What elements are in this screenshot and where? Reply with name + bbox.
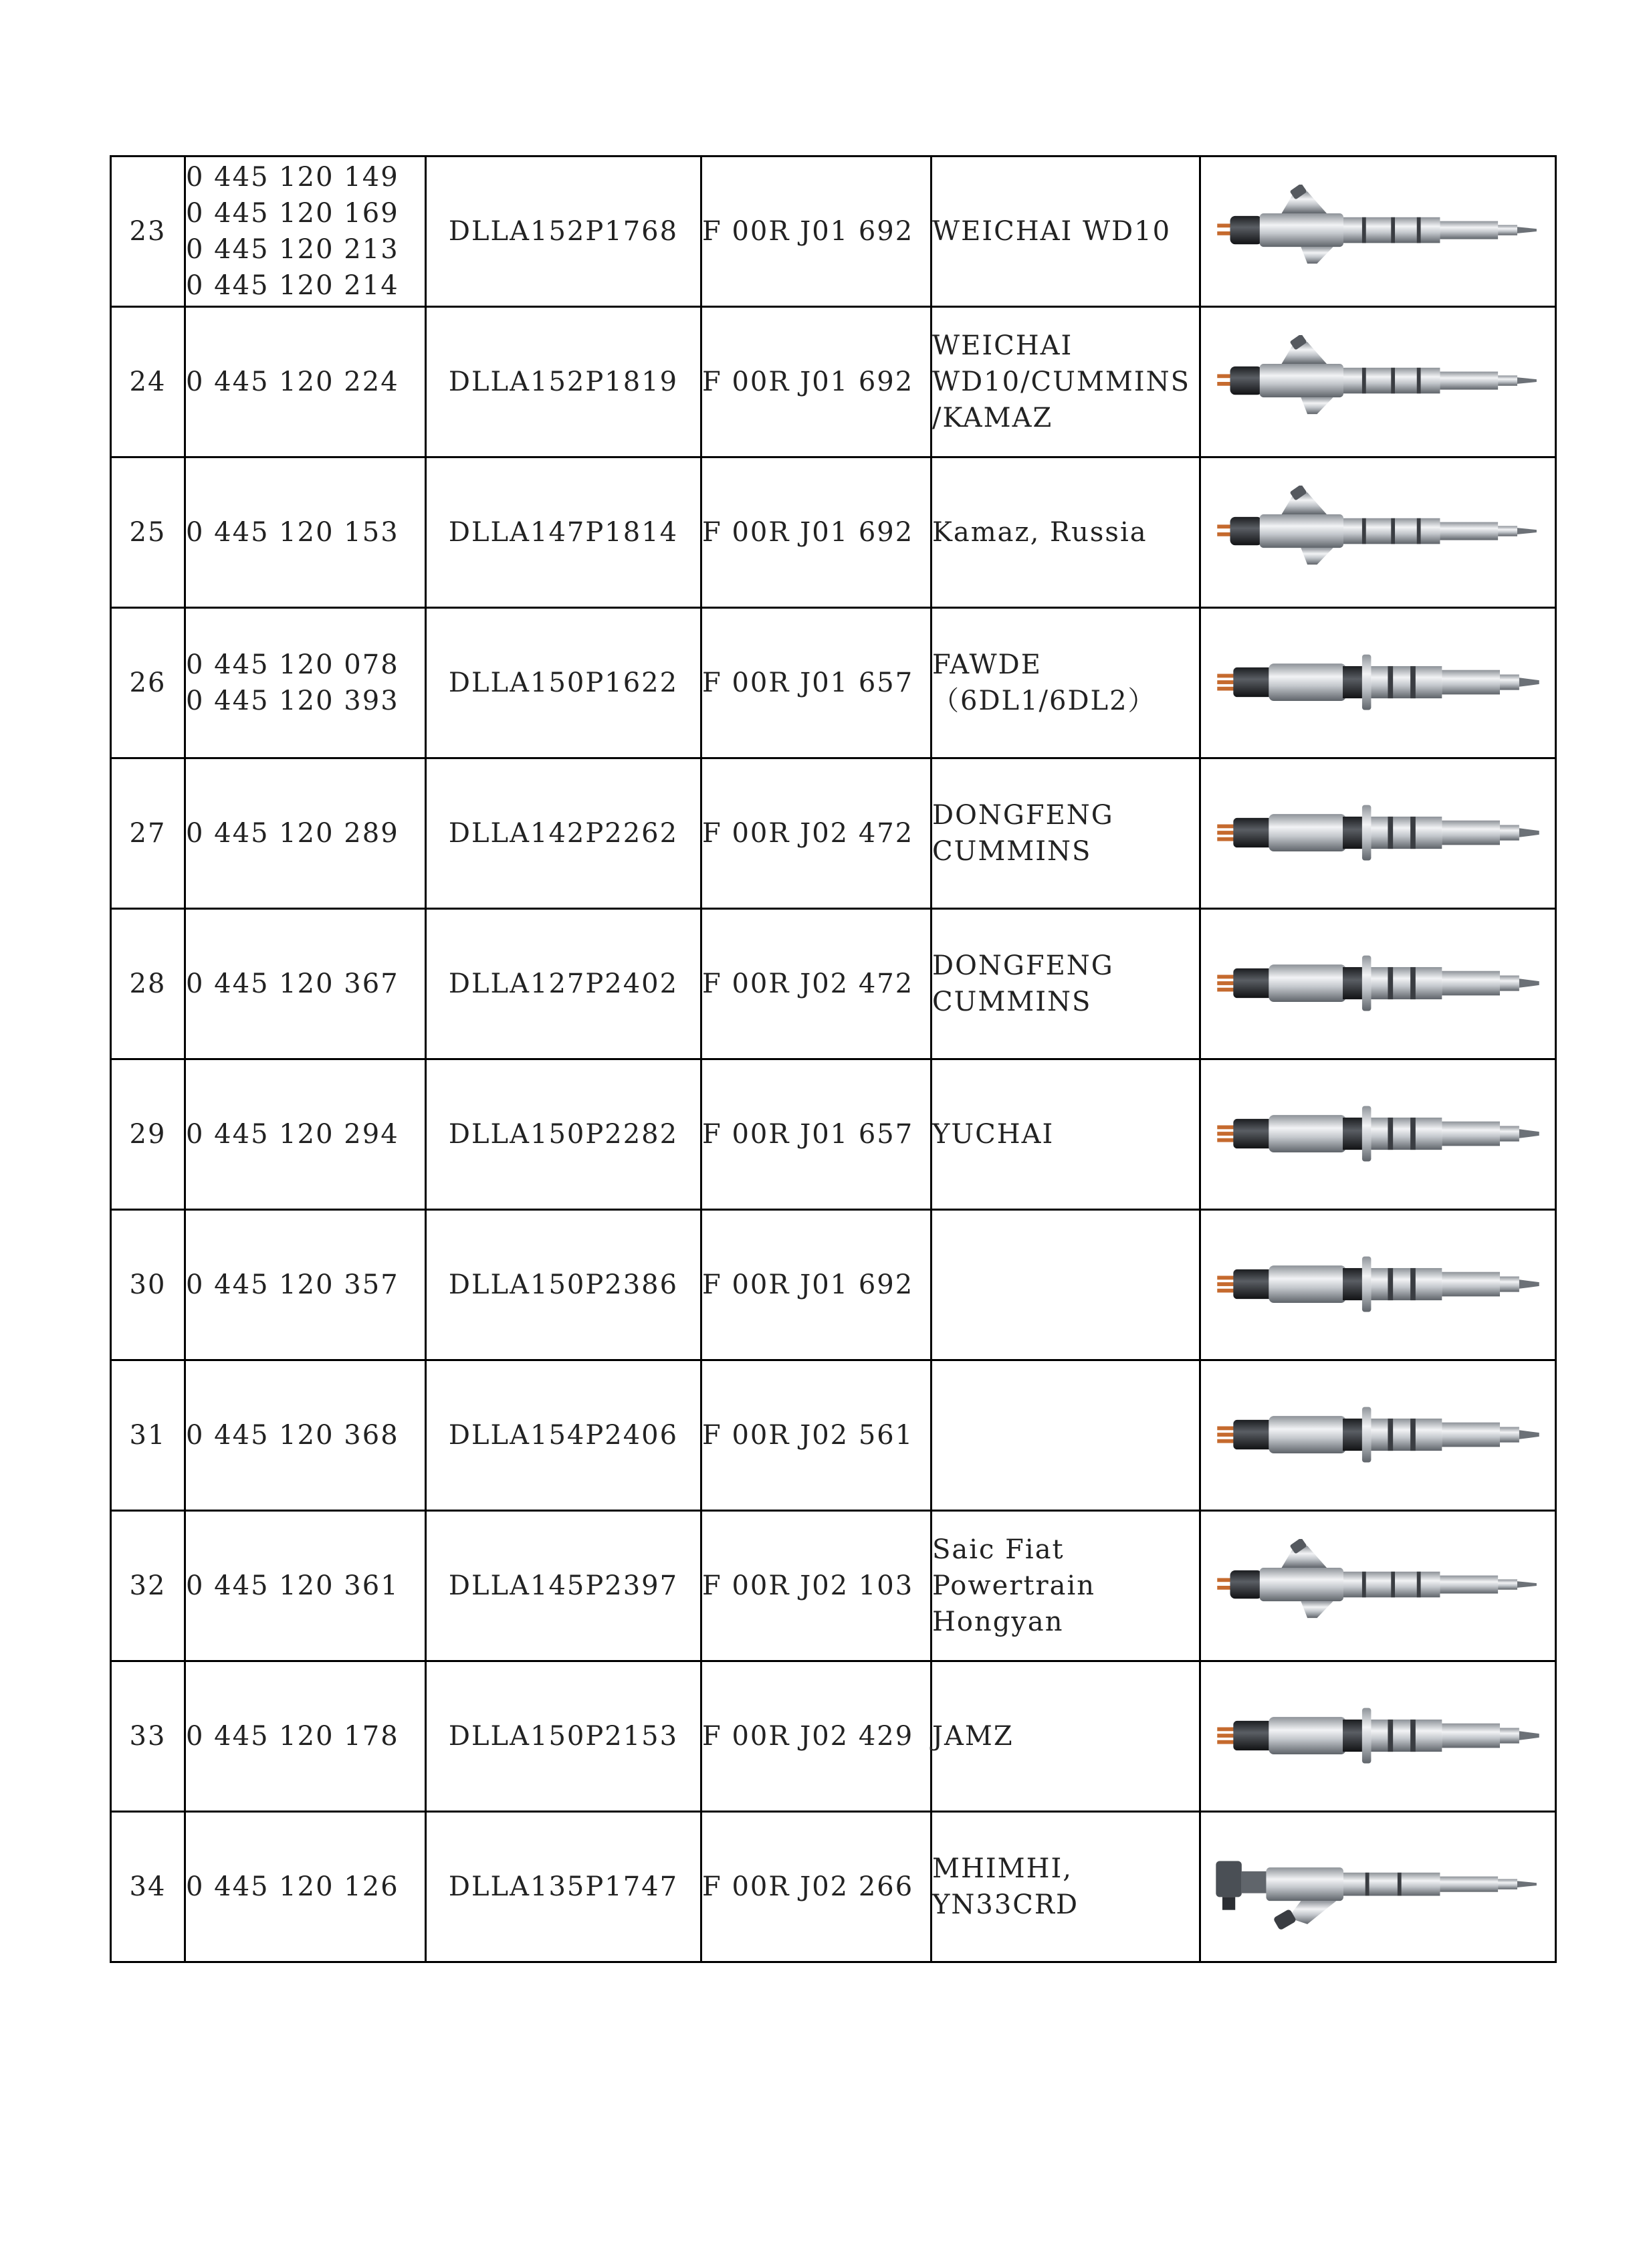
application-cell xyxy=(932,157,1200,307)
bosch-number-cell xyxy=(185,1059,426,1210)
valve-number: F 00R J01 692 xyxy=(701,307,932,457)
injector-straight-icon xyxy=(1204,1088,1552,1181)
bosch-number: 0 445 120 289 xyxy=(186,818,399,849)
valve-number: F 00R J01 692 xyxy=(701,157,932,307)
row-number: 31 xyxy=(111,1360,185,1511)
nozzle-number: DLLA152P1768 xyxy=(426,157,701,307)
injector-straight-icon xyxy=(1204,787,1552,880)
bosch-number: 0 445 120 169 xyxy=(186,198,399,229)
table-row xyxy=(111,457,1556,608)
table-row xyxy=(111,1059,1556,1210)
application-line: WEICHAI xyxy=(932,330,1073,361)
application-line: （6DL1/6DL2） xyxy=(932,686,1156,716)
bosch-number: 0 445 120 224 xyxy=(186,367,399,397)
application-cell xyxy=(932,457,1200,608)
row-number: 34 xyxy=(111,1812,185,1962)
bosch-number-cell xyxy=(185,157,426,307)
valve-number: F 00R J01 692 xyxy=(701,457,932,608)
bosch-number: 0 445 120 126 xyxy=(186,1871,399,1902)
bosch-number: 0 445 120 213 xyxy=(186,234,399,265)
application-line: DONGFENG xyxy=(932,950,1114,981)
product-image-cell xyxy=(1200,1812,1556,1962)
valve-number: F 00R J02 561 xyxy=(701,1360,932,1511)
product-image-cell xyxy=(1200,1661,1556,1812)
valve-number: F 00R J02 472 xyxy=(701,909,932,1059)
bosch-number: 0 445 120 214 xyxy=(186,270,399,301)
valve-number: F 00R J02 472 xyxy=(701,758,932,909)
application-line: WEICHAI WD10 xyxy=(932,216,1172,247)
application-line: Powertrain xyxy=(932,1570,1096,1601)
application-line: DONGFENG xyxy=(932,800,1114,831)
row-number: 32 xyxy=(111,1511,185,1661)
bosch-number-cell xyxy=(185,909,426,1059)
application-cell xyxy=(932,1661,1200,1812)
row-number: 28 xyxy=(111,909,185,1059)
product-image-cell xyxy=(1200,457,1556,608)
injector-straight-icon xyxy=(1204,937,1552,1031)
application-cell xyxy=(932,608,1200,758)
row-number: 27 xyxy=(111,758,185,909)
bosch-number: 0 445 120 178 xyxy=(186,1721,399,1752)
application-cell xyxy=(932,909,1200,1059)
application-line: /KAMAZ xyxy=(932,403,1053,433)
injector-angled-icon xyxy=(1204,1539,1552,1633)
row-number: 24 xyxy=(111,307,185,457)
application-cell xyxy=(932,1511,1200,1661)
nozzle-number: DLLA135P1747 xyxy=(426,1812,701,1962)
injector-straight-icon xyxy=(1204,1238,1552,1332)
injector-angled-icon xyxy=(1204,335,1552,429)
table-row xyxy=(111,909,1556,1059)
product-image-cell xyxy=(1200,608,1556,758)
application-line: MHIMHI, YN33CRD xyxy=(932,1853,1079,1920)
row-number: 30 xyxy=(111,1210,185,1360)
injector-angled-icon xyxy=(1204,185,1552,278)
product-image-cell xyxy=(1200,1210,1556,1360)
table-row xyxy=(111,157,1556,307)
application-cell xyxy=(932,758,1200,909)
bosch-number-cell xyxy=(185,1511,426,1661)
valve-number: F 00R J02 103 xyxy=(701,1511,932,1661)
application-line: Saic Fiat xyxy=(932,1534,1065,1565)
application-line: CUMMINS xyxy=(932,987,1092,1017)
application-line: Kamaz, Russia xyxy=(932,517,1147,548)
injector-catalog-table xyxy=(110,155,1557,1963)
bosch-number: 0 445 120 393 xyxy=(186,686,399,716)
nozzle-number: DLLA145P2397 xyxy=(426,1511,701,1661)
application-line: FAWDE xyxy=(932,649,1042,680)
valve-number: F 00R J01 657 xyxy=(701,1059,932,1210)
bosch-number: 0 445 120 294 xyxy=(186,1119,399,1150)
bosch-number: 0 445 120 153 xyxy=(186,517,399,548)
application-line: CUMMINS xyxy=(932,836,1092,867)
nozzle-number: DLLA152P1819 xyxy=(426,307,701,457)
product-image-cell xyxy=(1200,909,1556,1059)
injector-angled-icon xyxy=(1204,486,1552,579)
injector-angled-connector-icon xyxy=(1204,1840,1552,1934)
application-cell xyxy=(932,1360,1200,1511)
nozzle-number: DLLA147P1814 xyxy=(426,457,701,608)
nozzle-number: DLLA127P2402 xyxy=(426,909,701,1059)
bosch-number-cell xyxy=(185,608,426,758)
injector-straight-icon xyxy=(1204,1689,1552,1783)
row-number: 25 xyxy=(111,457,185,608)
bosch-number-cell xyxy=(185,457,426,608)
nozzle-number: DLLA150P1622 xyxy=(426,608,701,758)
catalog-body xyxy=(111,157,1556,1962)
product-image-cell xyxy=(1200,157,1556,307)
bosch-number-cell xyxy=(185,758,426,909)
nozzle-number: DLLA150P2282 xyxy=(426,1059,701,1210)
nozzle-number: DLLA150P2386 xyxy=(426,1210,701,1360)
bosch-number-cell xyxy=(185,1210,426,1360)
application-line: YUCHAI xyxy=(932,1119,1055,1150)
table-row xyxy=(111,608,1556,758)
table-row xyxy=(111,1210,1556,1360)
row-number: 33 xyxy=(111,1661,185,1812)
application-cell xyxy=(932,1210,1200,1360)
nozzle-number: DLLA154P2406 xyxy=(426,1360,701,1511)
bosch-number: 0 445 120 367 xyxy=(186,968,399,999)
application-cell xyxy=(932,1812,1200,1962)
valve-number: F 00R J01 657 xyxy=(701,608,932,758)
injector-straight-icon xyxy=(1204,636,1552,730)
application-line: WD10/CUMMINS xyxy=(932,367,1190,397)
valve-number: F 00R J02 429 xyxy=(701,1661,932,1812)
application-cell xyxy=(932,1059,1200,1210)
product-image-cell xyxy=(1200,307,1556,457)
table-row xyxy=(111,1661,1556,1812)
valve-number: F 00R J02 266 xyxy=(701,1812,932,1962)
nozzle-number: DLLA150P2153 xyxy=(426,1661,701,1812)
row-number: 29 xyxy=(111,1059,185,1210)
bosch-number-cell xyxy=(185,1661,426,1812)
nozzle-number: DLLA142P2262 xyxy=(426,758,701,909)
bosch-number: 0 445 120 078 xyxy=(186,649,399,680)
table-row xyxy=(111,307,1556,457)
bosch-number-cell xyxy=(185,1812,426,1962)
injector-straight-icon xyxy=(1204,1388,1552,1482)
table-row xyxy=(111,1511,1556,1661)
bosch-number: 0 445 120 361 xyxy=(186,1570,399,1601)
table-row xyxy=(111,758,1556,909)
application-cell xyxy=(932,307,1200,457)
product-image-cell xyxy=(1200,1511,1556,1661)
bosch-number-cell xyxy=(185,1360,426,1511)
table-row xyxy=(111,1812,1556,1962)
row-number: 26 xyxy=(111,608,185,758)
row-number: 23 xyxy=(111,157,185,307)
bosch-number: 0 445 120 368 xyxy=(186,1420,399,1451)
bosch-number-cell xyxy=(185,307,426,457)
application-line: Hongyan xyxy=(932,1607,1064,1637)
bosch-number: 0 445 120 149 xyxy=(186,162,399,193)
bosch-number: 0 445 120 357 xyxy=(186,1269,399,1300)
product-image-cell xyxy=(1200,758,1556,909)
valve-number: F 00R J01 692 xyxy=(701,1210,932,1360)
product-image-cell xyxy=(1200,1059,1556,1210)
product-image-cell xyxy=(1200,1360,1556,1511)
application-line: JAMZ xyxy=(932,1721,1014,1752)
table-row xyxy=(111,1360,1556,1511)
